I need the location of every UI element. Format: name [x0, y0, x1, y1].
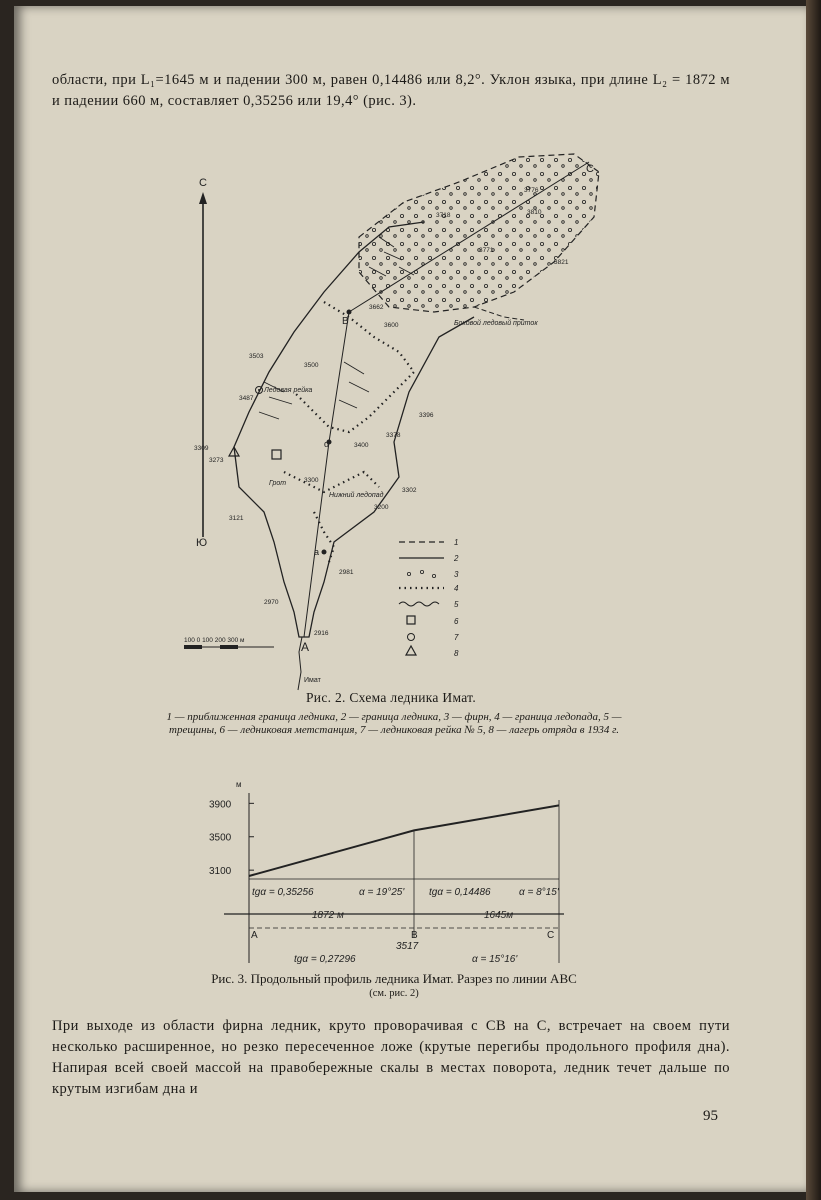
- annotation-lower-icefall: Нижний ледопад: [329, 492, 384, 499]
- elev-3273: 3273: [209, 457, 224, 464]
- figure-2-legend: 1 — приближенная граница ледника, 2 — граница ледника, 3 — фирн, 4 — граница ледопада, 5 — трещины, 6 — ледниковая метстанция, 7 — ледниковая рейка № 5, 8 — лагерь отряда в 1934 г.: [166, 711, 622, 736]
- elev-3309: 3309: [194, 445, 209, 452]
- elev-3662: 3662: [369, 304, 384, 311]
- elev-3487: 3487: [239, 395, 254, 402]
- figure-3-title: Рис. 3. Продольный профиль ледника Имат. Разрез по линии ABC: [211, 971, 577, 986]
- elev-3378: 3378: [386, 432, 401, 439]
- point-b-marker: [347, 310, 352, 315]
- x-label-a: A: [251, 930, 258, 941]
- river-label: Имат: [304, 677, 321, 684]
- paragraph-top: области, при L₁=1645 м и падении 300 м, равен 0,14486 или 8,2°. Уклон языка, при длине L₂ = 1872 м и падении 660 м, составляет 0,35256 или 19,4° (рис. 3).: [52, 72, 730, 109]
- elev-3821: 3821: [554, 259, 569, 266]
- elev-2981: 2981: [339, 569, 354, 576]
- total-slope-label: tgα = 0,27296: [294, 954, 356, 965]
- glacier-map: [174, 142, 644, 692]
- point-label-b: B: [342, 316, 349, 327]
- y-unit-label: м: [236, 780, 242, 789]
- y-tick-label: 3500: [209, 832, 232, 844]
- annotation-ice-gauge: Ледовая рейка: [264, 387, 313, 394]
- elev-3718: 3718: [436, 212, 451, 219]
- annotation-tributary: Боковой ледовый приток: [454, 320, 538, 327]
- map-legend: [399, 542, 444, 655]
- elev-2970: 2970: [264, 599, 279, 606]
- elev-3200: 3200: [374, 504, 389, 511]
- elev-3400: 3400: [354, 442, 369, 449]
- legend-num-6: 6: [454, 617, 459, 626]
- elev-3396: 3396: [419, 412, 434, 419]
- y-tick-label: 3100: [209, 866, 232, 878]
- elev-3810: 3810: [527, 209, 542, 216]
- elev-3300: 3300: [304, 477, 319, 484]
- book-binding: [806, 0, 821, 1200]
- bc-angle-label: α = 8°15': [519, 887, 559, 898]
- met-station-icon: [272, 450, 281, 459]
- elev-3302: 3302: [402, 487, 417, 494]
- ab-length-label: 1872 м: [312, 910, 344, 921]
- scale-bar: [184, 637, 274, 649]
- elev-3121: 3121: [229, 515, 244, 522]
- profile-chart: [204, 778, 604, 968]
- bc-length-label: 1645м: [484, 910, 514, 921]
- legend-num-3: 3: [454, 570, 459, 579]
- point-label-a-lower: a: [314, 547, 320, 557]
- profile-line: [249, 805, 559, 876]
- x-label-b: B: [411, 930, 418, 941]
- elev-3600: 3600: [384, 322, 399, 329]
- bc-slope-label: tgα = 0,14486: [429, 887, 491, 898]
- total-angle-label: α = 15°16': [472, 954, 518, 965]
- elev-3503: 3503: [249, 353, 264, 360]
- ab-slope-label: tgα = 0,35256: [252, 887, 314, 898]
- north-label: С: [199, 177, 207, 189]
- south-label: Ю: [196, 537, 208, 549]
- legend-num-7: 7: [454, 633, 459, 642]
- page-number: 95: [703, 1108, 718, 1124]
- annotation-grotto: Грот: [269, 480, 287, 487]
- x-label-c: C: [547, 930, 555, 941]
- y-ticks: [209, 799, 254, 877]
- elev-2916: 2916: [314, 630, 329, 637]
- figure-3-subtitle: (см. рис. 2): [369, 988, 419, 999]
- legend-num-8: 8: [454, 649, 459, 658]
- book-page: [14, 6, 806, 1192]
- icefall-boundary-lower: [284, 472, 379, 492]
- legend-num-5: 5: [454, 600, 459, 609]
- ab-angle-label: α = 19°25': [359, 887, 405, 898]
- elev-3776: 3776: [524, 187, 539, 194]
- figure-2-title: Рис. 2. Схема ледника Имат.: [306, 690, 476, 705]
- elev-3771: 3771: [479, 247, 494, 254]
- north-arrow-head: [199, 192, 207, 204]
- point-label-c: C: [586, 163, 594, 175]
- y-tick-label: 3900: [209, 799, 232, 811]
- legend-num-2: 2: [454, 554, 459, 563]
- paragraph-bottom: При выходе из области фирна ледник, круто проворачивая с СВ на С, встречает на своем пути несколько расширенное, но резко пересеченное ложе (крутые перегибы продольного профиля дна). Напирая всей своей массой на правобережные скалы в местах поворота, ледник течет дальше по крутым изгибам дна и: [52, 1018, 730, 1097]
- point-label-d: d: [324, 439, 330, 449]
- point-a-marker: [322, 550, 327, 555]
- scale-label: 100 0 100 200 300 м: [184, 637, 245, 644]
- elev-3500: 3500: [304, 362, 319, 369]
- tributary-boundary: [474, 307, 524, 320]
- legend-num-1: 1: [454, 538, 459, 547]
- legend-num-4: 4: [454, 584, 459, 593]
- total-length-label: 3517: [396, 941, 419, 952]
- point-label-a: A: [301, 640, 310, 654]
